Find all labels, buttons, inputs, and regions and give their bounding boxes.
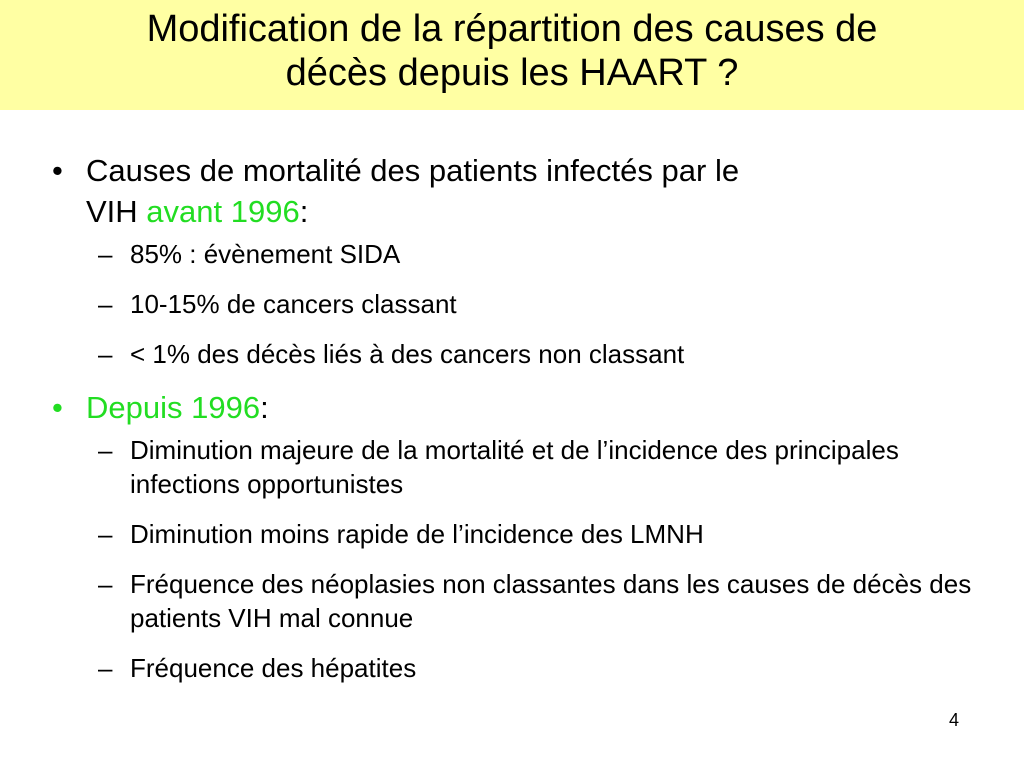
page-number: 4 <box>949 710 960 730</box>
list-item-text: Diminution moins rapide de l’incidence des LMNH <box>130 519 704 549</box>
list-item-text: Fréquence des néoplasies non classantes dans les causes de décès des patients VIH mal connue <box>130 569 972 633</box>
dash-marker: – <box>98 435 113 465</box>
slide-content <box>48 150 988 701</box>
sublist-depuis-1996 <box>48 433 988 685</box>
dash-marker: – <box>98 339 113 369</box>
dash-marker: – <box>98 239 113 269</box>
list-item-text: 85% : évènement SIDA <box>130 239 401 269</box>
bullet-depuis-1996 <box>48 387 988 428</box>
bullet-suffix: : <box>299 194 309 229</box>
title-band <box>0 0 1024 110</box>
list-item <box>48 337 988 371</box>
bullet-marker: • <box>52 390 63 425</box>
list-item-text: 10-15% de cancers classant <box>130 289 457 319</box>
dash-marker: – <box>98 289 113 319</box>
list-item <box>48 567 988 635</box>
slide-title-line-2: décès depuis les HAART ? <box>285 52 739 94</box>
bullet-before-1996 <box>48 150 988 232</box>
list-item-text: Diminution majeure de la mortalité et de l’incidence des principales infections opportunistes <box>130 435 899 499</box>
bullet-suffix: : <box>260 390 269 425</box>
list-item <box>48 651 988 685</box>
bullet-text-prefix: VIH <box>86 194 147 229</box>
dash-marker: – <box>98 519 113 549</box>
highlight-depuis-1996: Depuis 1996 <box>86 390 261 425</box>
list-item <box>48 287 988 321</box>
bullet-text: Causes de mortalité des patients infectés par le <box>86 153 740 188</box>
dash-marker: – <box>98 653 113 683</box>
list-item-text: < 1% des décès liés à des cancers non classant <box>130 339 685 369</box>
bullet-marker: • <box>52 153 63 188</box>
highlight-avant-1996: avant 1996 <box>146 194 300 229</box>
sublist-before-1996 <box>48 237 988 371</box>
list-item <box>48 237 988 271</box>
slide-title <box>62 7 962 95</box>
slide-title-line-1: Modification de la répartition des causes de <box>146 8 878 50</box>
dash-marker: – <box>98 569 113 599</box>
list-item <box>48 517 988 551</box>
list-item-text: Fréquence des hépatites <box>130 653 417 683</box>
list-item <box>48 433 988 501</box>
